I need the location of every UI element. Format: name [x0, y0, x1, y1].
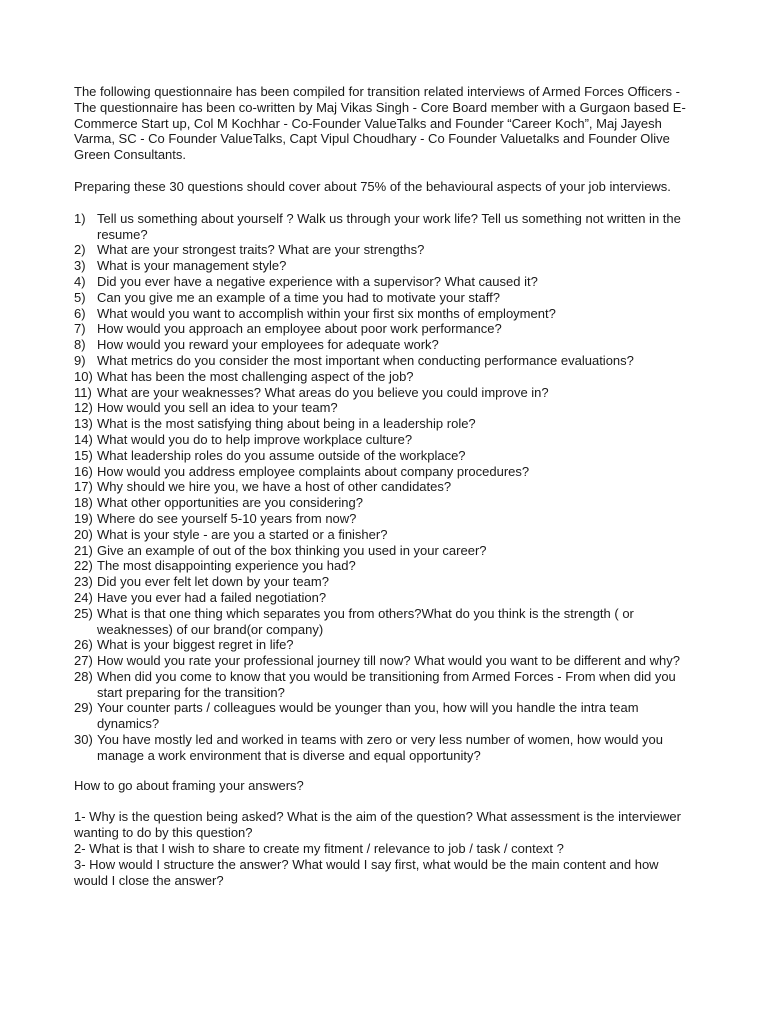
- question-text: How would you rate your professional journey till now? What would you want to be different and why?: [97, 653, 680, 669]
- preparing-paragraph: Preparing these 30 questions should cover about 75% of the behavioural aspects of your job interviews.: [74, 178, 671, 194]
- question-item: [74, 479, 694, 495]
- question-number: 24): [74, 589, 93, 605]
- question-number: 18): [74, 495, 93, 511]
- question-number: 23): [74, 574, 93, 590]
- question-item: [74, 543, 694, 559]
- question-text: When did you come to know that you would be transitioning from Armed Forces - From when did you start preparing for the transition?: [97, 668, 676, 700]
- question-item: [74, 385, 694, 401]
- question-number: 30): [74, 732, 93, 748]
- question-text: What is your style - are you a started or a finisher?: [97, 526, 388, 542]
- question-item: [74, 432, 694, 448]
- question-number: 6): [74, 305, 86, 321]
- question-item: [74, 337, 694, 353]
- question-text: How would you reward your employees for adequate work?: [97, 337, 439, 353]
- question-text: You have mostly led and worked in teams with zero or very less number of women, how would you manage a work environment that is diverse and equal opportunity?: [97, 732, 664, 763]
- question-text: What would you want to accomplish within your first six months of employment?: [97, 305, 556, 321]
- question-number: 5): [74, 289, 86, 305]
- question-text: What leadership roles do you assume outside of the workplace?: [97, 447, 466, 463]
- question-item: [74, 495, 694, 511]
- intro-paragraph: The following questionnaire has been compiled for transition related interviews of Armed Forces Officers - The questionnaire has been co-written by Maj Vikas Singh - Core Board member with a Gurgaon based E-Commerce Start up, Col M Kochhar - Co-Founder ValueTalks and Founder “Career Koch”, Maj Jayesh Varma, SC - Co Founder ValueTalks, Capt Vipul Choudhary - Co Founder Valuetalks and Founder Olive Green Consultants.: [74, 84, 686, 163]
- question-item: [74, 306, 694, 322]
- question-text: What has been the most challenging aspect of the job?: [97, 368, 414, 384]
- question-text: Tell us something about yourself ? Walk us through your work life? Tell us something not written in the resume?: [97, 210, 681, 242]
- question-item: [74, 606, 694, 638]
- question-item: [74, 321, 694, 337]
- framing-heading: How to go about framing your answers?: [74, 777, 304, 793]
- question-text: Have you ever had a failed negotiation?: [97, 589, 327, 605]
- question-item: [74, 290, 694, 306]
- question-text: The most disappointing experience you had?: [97, 558, 356, 574]
- framing-step: 2- What is that I wish to share to create my fitment / relevance to job / task / context ?: [74, 841, 564, 857]
- question-item: [74, 258, 694, 274]
- question-text: What is your management style?: [97, 258, 287, 274]
- question-text: How would you sell an idea to your team?: [97, 400, 338, 416]
- question-number: 13): [74, 416, 93, 432]
- question-item: [74, 369, 694, 385]
- framing-step: 1- Why is the question being asked? What is the aim of the question? What assessment is the interviewer wanting to do by this question?: [74, 809, 681, 841]
- question-number: 2): [74, 242, 86, 258]
- question-text: Can you give me an example of a time you had to motivate your staff?: [97, 289, 500, 305]
- question-number: 21): [74, 542, 93, 558]
- question-item: [74, 700, 694, 732]
- question-text: What metrics do you consider the most important when conducting performance evaluations?: [97, 352, 634, 368]
- question-number: 29): [74, 700, 93, 716]
- question-item: [74, 732, 694, 764]
- question-number: 11): [74, 384, 92, 400]
- questions-list: [74, 211, 694, 764]
- question-item: [74, 574, 694, 590]
- question-number: 9): [74, 352, 86, 368]
- question-number: 3): [74, 258, 86, 274]
- question-number: 10): [74, 368, 93, 384]
- question-item: [74, 590, 694, 606]
- framing-steps: [74, 809, 694, 888]
- question-text: Give an example of out of the box thinking you used in your career?: [97, 542, 487, 558]
- question-text: How would you address employee complaints about company procedures?: [97, 463, 530, 479]
- question-number: 12): [74, 400, 93, 416]
- question-text: Did you ever have a negative experience with a supervisor? What caused it?: [97, 273, 538, 289]
- question-number: 19): [74, 510, 93, 526]
- question-item: [74, 464, 694, 480]
- question-number: 17): [74, 479, 93, 495]
- question-item: [74, 637, 694, 653]
- question-item: [74, 400, 694, 416]
- question-number: 4): [74, 273, 86, 289]
- question-text: What is that one thing which separates you from others?What do you think is the strength ( or weaknesses) of our brand(or company): [97, 605, 634, 637]
- question-number: 27): [74, 653, 93, 669]
- question-number: 26): [74, 637, 93, 653]
- question-number: 15): [74, 447, 93, 463]
- question-item: [74, 353, 694, 369]
- question-item: [74, 242, 694, 258]
- question-item: [74, 527, 694, 543]
- question-text: What would you do to help improve workplace culture?: [97, 431, 413, 447]
- question-number: 20): [74, 526, 93, 542]
- question-item: [74, 653, 694, 669]
- question-text: What is the most satisfying thing about being in a leadership role?: [97, 416, 476, 432]
- question-item: [74, 558, 694, 574]
- question-text: How would you approach an employee about poor work performance?: [97, 321, 502, 337]
- framing-step: 3- How would I structure the answer? What would I say first, what would be the main content and how would I close the answer?: [74, 856, 659, 888]
- question-number: 14): [74, 431, 93, 447]
- question-number: 7): [74, 321, 86, 337]
- question-number: 1): [74, 210, 86, 226]
- question-item: [74, 448, 694, 464]
- question-number: 25): [74, 605, 93, 621]
- question-item: [74, 511, 694, 527]
- question-text: Did you ever felt let down by your team?: [97, 574, 329, 590]
- question-text: What are your strongest traits? What are your strengths?: [97, 242, 425, 258]
- question-number: 8): [74, 337, 86, 353]
- question-item: [74, 274, 694, 290]
- document-page: [74, 84, 694, 888]
- question-text: Why should we hire you, we have a host of other candidates?: [97, 479, 452, 495]
- question-text: What are your weaknesses? What areas do you believe you could improve in?: [97, 384, 549, 400]
- question-number: 16): [74, 463, 93, 479]
- question-item: [74, 211, 694, 243]
- question-text: What other opportunities are you considering?: [97, 495, 363, 511]
- question-text: Your counter parts / colleagues would be younger than you, how will you handle the intra team dynamics?: [97, 700, 639, 732]
- question-text: Where do see yourself 5-10 years from now?: [97, 510, 357, 526]
- question-number: 22): [74, 558, 93, 574]
- question-text: What is your biggest regret in life?: [97, 637, 294, 653]
- question-number: 28): [74, 668, 93, 684]
- question-item: [74, 416, 694, 432]
- question-item: [74, 669, 694, 701]
